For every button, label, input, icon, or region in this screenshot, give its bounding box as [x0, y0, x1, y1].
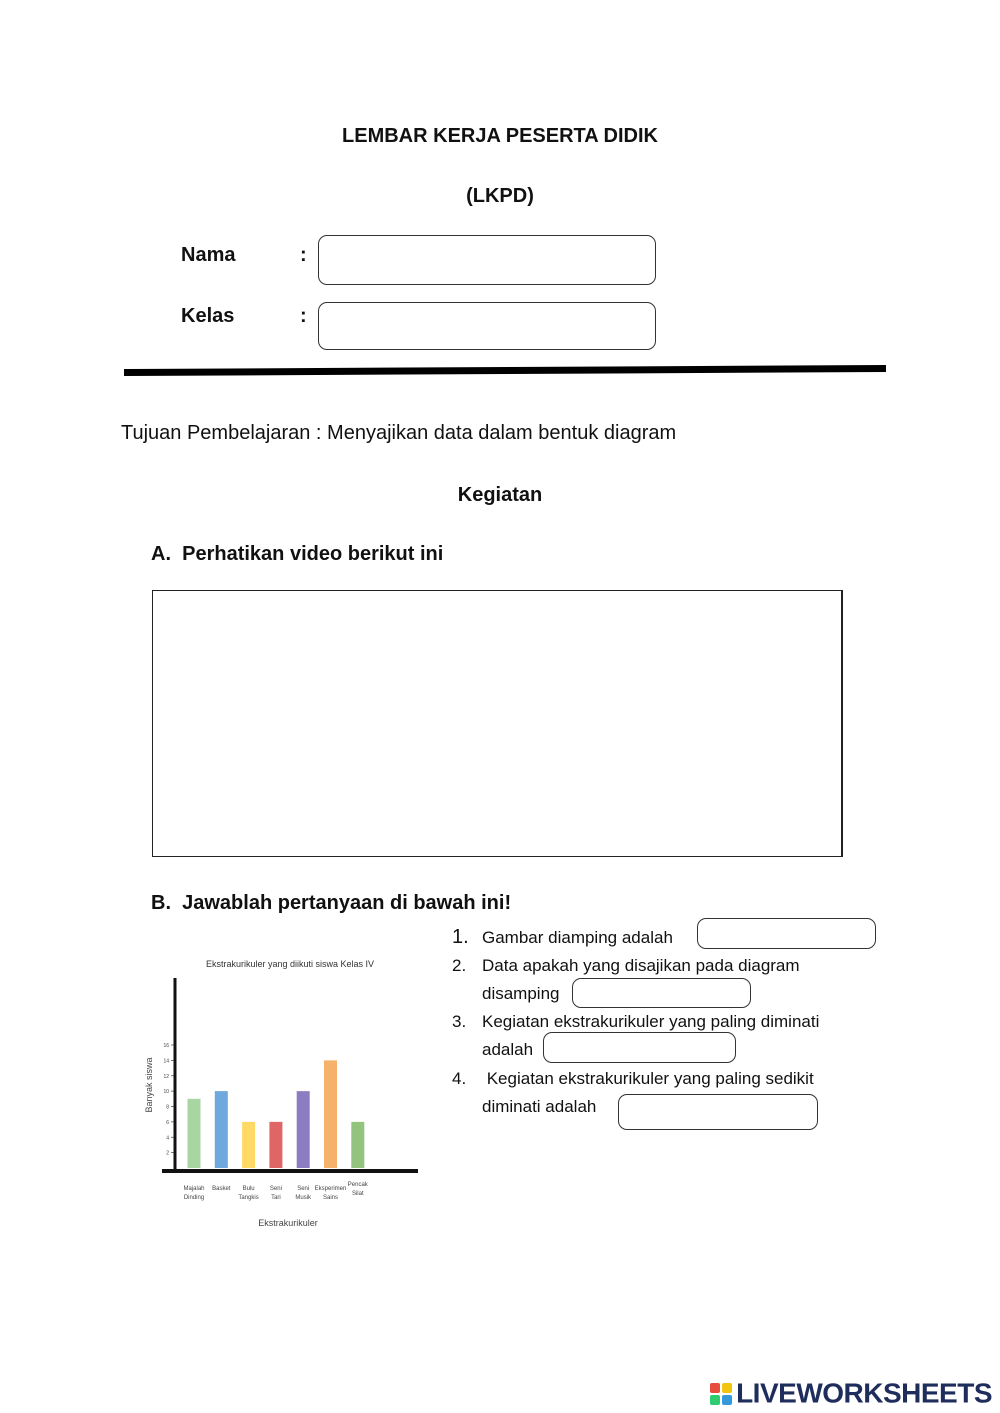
answer-3-input[interactable] — [543, 1032, 736, 1063]
answer-2-input[interactable] — [572, 978, 751, 1008]
name-label: Nama — [181, 244, 236, 266]
question-4-text: Kegiatan ekstrakurikuler yang paling sedikit — [482, 1069, 814, 1088]
class-input[interactable] — [318, 302, 656, 350]
learning-objective: Tujuan Pembelajaran : Menyajikan data dalam bentuk diagram — [121, 422, 677, 444]
worksheet-title: LEMBAR KERJA PESERTA DIDIK — [342, 125, 658, 147]
answer-4-input[interactable] — [618, 1094, 818, 1130]
section-a-title: Perhatikan video berikut ini — [182, 543, 444, 565]
y-tick-label: 14 — [163, 1058, 169, 1065]
x-tick-label: Seni Musik — [295, 1186, 312, 1201]
worksheet-subtitle: (LKPD) — [466, 185, 534, 207]
chart-bar — [351, 1122, 364, 1168]
brand-name: LIVEWORKSHEETS — [736, 1377, 992, 1409]
question-3-number: 3. — [452, 1012, 467, 1031]
header-divider — [124, 365, 886, 376]
y-tick-label: 2 — [166, 1150, 169, 1157]
chart-title: Ekstrakurikuler yang diikuti siswa Kelas IV — [205, 959, 375, 969]
class-label: Kelas — [181, 305, 235, 327]
chart-x-labels — [183, 1182, 368, 1201]
chart-y-label: Banyak siswa — [144, 1057, 154, 1113]
video-placeholder[interactable] — [152, 590, 843, 857]
chart-bar — [188, 1099, 201, 1168]
x-tick-label: Basket — [212, 1186, 231, 1192]
name-colon: : — [300, 244, 307, 266]
y-tick-label: 8 — [166, 1104, 169, 1111]
name-input[interactable] — [318, 235, 656, 285]
chart-bar — [242, 1122, 255, 1168]
brand-icon — [710, 1383, 732, 1405]
class-colon: : — [300, 305, 307, 327]
y-tick-label: 4 — [166, 1135, 169, 1142]
x-tick-label: Eksperimen Sains — [314, 1186, 347, 1201]
question-4-number: 4. — [452, 1069, 467, 1088]
question-1-number: 1. — [452, 926, 469, 948]
chart-bar — [324, 1060, 337, 1168]
y-tick-label: 16 — [163, 1043, 169, 1049]
x-tick-label: Seni Tari — [269, 1186, 282, 1201]
answer-1-input[interactable] — [697, 918, 876, 949]
question-1 — [452, 923, 673, 952]
y-tick-label: 10 — [163, 1089, 169, 1096]
activity-heading: Kegiatan — [457, 484, 543, 506]
chart-bar — [297, 1091, 310, 1168]
y-tick-label: 6 — [166, 1119, 169, 1126]
question-3-line2: adalah — [482, 1040, 534, 1059]
bar-chart — [140, 950, 430, 1235]
question-3-text: Kegiatan ekstrakurikuler yang paling diminati — [482, 1012, 820, 1031]
question-2-text: Data apakah yang disajikan pada diagram — [482, 956, 800, 975]
question-2 — [452, 952, 800, 980]
x-tick-label: Pencak Silat — [347, 1182, 368, 1197]
chart-bars — [188, 1060, 365, 1168]
question-2-line2: disamping — [482, 984, 560, 1003]
section-b-heading — [151, 892, 511, 915]
section-b-title: Jawablah pertanyaan di bawah ini! — [182, 892, 512, 914]
x-tick-label: Bulu Tangkis — [238, 1186, 259, 1201]
chart-bar — [215, 1091, 228, 1168]
x-tick-label: Majalah Dinding — [183, 1186, 205, 1201]
y-tick-label: 12 — [163, 1073, 169, 1080]
liveworksheets-logo[interactable] — [710, 1376, 992, 1410]
chart-bar — [269, 1122, 282, 1168]
chart-y-ticks — [163, 1043, 175, 1157]
question-2-number: 2. — [452, 956, 467, 975]
section-a-marker: A. — [151, 543, 171, 565]
question-4-line2: diminati adalah — [482, 1097, 597, 1116]
chart-x-label: Ekstrakurikuler — [258, 1218, 318, 1228]
section-a-heading — [151, 543, 443, 566]
section-b-marker: B. — [151, 892, 171, 914]
question-4 — [452, 1065, 814, 1093]
question-1-text: Gambar diamping adalah — [482, 928, 673, 947]
